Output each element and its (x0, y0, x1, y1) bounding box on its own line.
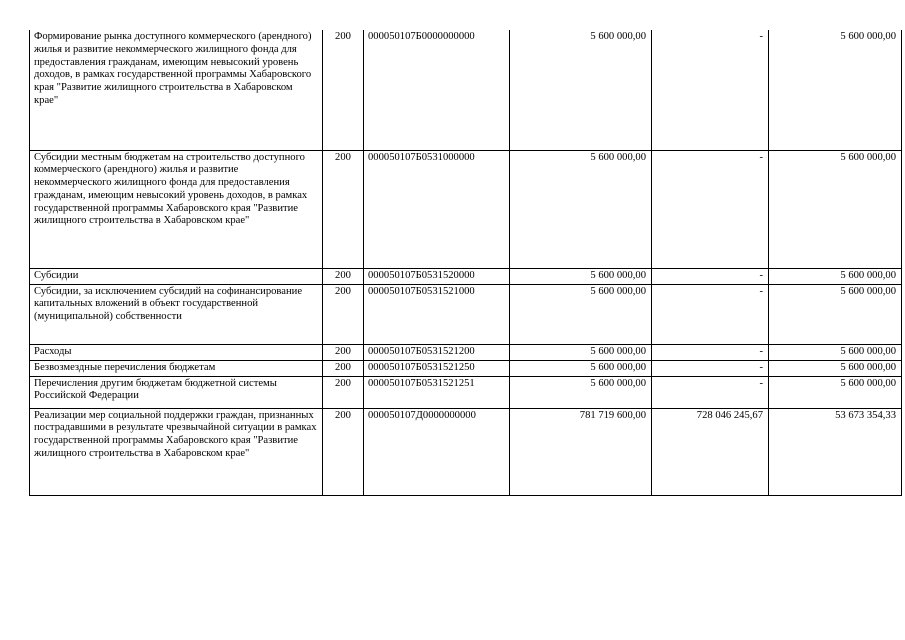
budget-execution-table (29, 30, 902, 496)
table-row (30, 150, 902, 268)
table-row (30, 268, 902, 284)
unexecuted-amount-cell: 5 600 000,00 (769, 344, 902, 360)
unexecuted-amount-cell: 5 600 000,00 (769, 150, 902, 268)
table-row (30, 344, 902, 360)
unexecuted-amount-cell: 5 600 000,00 (769, 284, 902, 344)
classification-code-cell: 000050107Д0000000000 (364, 408, 510, 495)
executed-amount-cell: - (652, 284, 769, 344)
table-row (30, 284, 902, 344)
approved-amount-cell: 5 600 000,00 (510, 30, 652, 150)
expense-name-cell: Формирование рынка доступного коммерческого (арендного) жилья и развитие некоммерческого жилищного фонда для предоставления гражданам, имеющим невысокий уровень доходов, в рамках государственной программы Хабаровского края "Развитие жилищного строительства в Хабаровском крае" (30, 30, 323, 150)
expense-name-cell: Перечисления другим бюджетам бюджетной системы Российской Федерации (30, 376, 323, 408)
line-code-cell: 200 (323, 376, 364, 408)
classification-code-cell: 000050107Б0531520000 (364, 268, 510, 284)
approved-amount-cell: 5 600 000,00 (510, 150, 652, 268)
executed-amount-cell: - (652, 360, 769, 376)
table-row (30, 360, 902, 376)
expense-name-cell: Реализации мер социальной поддержки граждан, признанных пострадавшими в результате чрезвычайной ситуации в рамках государственной программы Хабаровского края "Развитие жилищного строительства в Хабаровском крае" (30, 408, 323, 495)
unexecuted-amount-cell: 53 673 354,33 (769, 408, 902, 495)
executed-amount-cell: - (652, 150, 769, 268)
expense-name-cell: Расходы (30, 344, 323, 360)
expense-name-cell: Субсидии местным бюджетам на строительство доступного коммерческого (арендного) жилья и развитие некоммерческого жилищного фонда для предоставления гражданам, имеющим невысокий уровень доходов, в рамках государственной программы Хабаровского края "Развитие жилищного строительства в Хабаровском крае" (30, 150, 323, 268)
classification-code-cell: 000050107Б0531521250 (364, 360, 510, 376)
table-row (30, 30, 902, 150)
executed-amount-cell: 728 046 245,67 (652, 408, 769, 495)
executed-amount-cell: - (652, 344, 769, 360)
line-code-cell: 200 (323, 30, 364, 150)
approved-amount-cell: 5 600 000,00 (510, 360, 652, 376)
expense-name-cell: Субсидии, за исключением субсидий на софинансирование капитальных вложений в объект государственной (муниципальной) собственности (30, 284, 323, 344)
line-code-cell: 200 (323, 360, 364, 376)
table-row (30, 376, 902, 408)
line-code-cell: 200 (323, 284, 364, 344)
approved-amount-cell: 5 600 000,00 (510, 268, 652, 284)
classification-code-cell: 000050107Б0531000000 (364, 150, 510, 268)
unexecuted-amount-cell: 5 600 000,00 (769, 360, 902, 376)
executed-amount-cell: - (652, 376, 769, 408)
line-code-cell: 200 (323, 268, 364, 284)
classification-code-cell: 000050107Б0531521200 (364, 344, 510, 360)
unexecuted-amount-cell: 5 600 000,00 (769, 268, 902, 284)
expense-name-cell: Субсидии (30, 268, 323, 284)
classification-code-cell: 000050107Б0531521251 (364, 376, 510, 408)
line-code-cell: 200 (323, 344, 364, 360)
approved-amount-cell: 5 600 000,00 (510, 284, 652, 344)
approved-amount-cell: 5 600 000,00 (510, 344, 652, 360)
classification-code-cell: 000050107Б0000000000 (364, 30, 510, 150)
unexecuted-amount-cell: 5 600 000,00 (769, 30, 902, 150)
executed-amount-cell: - (652, 268, 769, 284)
line-code-cell: 200 (323, 150, 364, 268)
approved-amount-cell: 5 600 000,00 (510, 376, 652, 408)
unexecuted-amount-cell: 5 600 000,00 (769, 376, 902, 408)
classification-code-cell: 000050107Б0531521000 (364, 284, 510, 344)
approved-amount-cell: 781 719 600,00 (510, 408, 652, 495)
expense-name-cell: Безвозмездные перечисления бюджетам (30, 360, 323, 376)
executed-amount-cell: - (652, 30, 769, 150)
table-row (30, 408, 902, 495)
line-code-cell: 200 (323, 408, 364, 495)
